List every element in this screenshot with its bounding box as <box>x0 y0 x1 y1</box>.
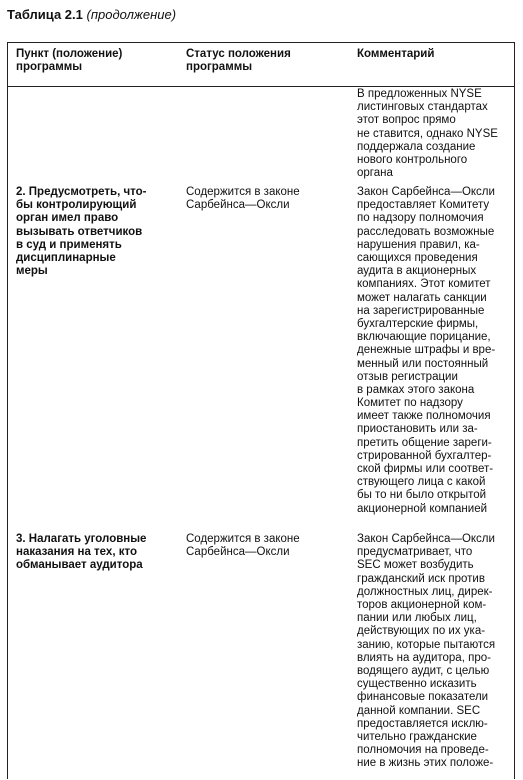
row3-item: 3. Налагать уголовные наказания на тех, кто обманывает аудитора <box>16 533 147 572</box>
table-header-row <box>8 43 514 87</box>
row3-status: Содержится в законе Сарбейнса—Оксли <box>186 533 300 559</box>
row2-status: Содержится в законе Сарбейнса—Оксли <box>186 186 300 212</box>
table-caption <box>7 7 176 22</box>
row1-comment: В предложенных NYSE листинговых стандартах этот вопрос прямо не ставится, однако NYSE поддержала создание нового контрольного органа <box>357 88 498 180</box>
row2-item: 2. Предусмотреть, что- бы контролирующий орган имел право вызывать ответчиков в суд и применять дисциплинарные меры <box>16 186 147 278</box>
row2-comment-2: Комитет по надзору имеет также полномочия приостановить или за- претить общение зареги- стрированной бухгалтер- ской фирмы или соответ- ствующего лица с какой бы то ни было открытой акционерной компанией <box>357 397 494 515</box>
table <box>7 42 515 779</box>
header-item: Пункт (положение) программы <box>16 48 123 73</box>
row3-comment: Закон Сарбейнса—Оксли предусматривает, что SEC может возбудить гражданский иск против должностных лиц, дирек- торов акционерной ком- пании или любых лиц, действующих по их ука- занию, которые пытаются влиять на аудитора, про- водящего аудит, с целью существенно исказить финансовые показатели данной компании. SEC предоставляется исклю- чительно гражданские полномочия на проведе- ние в жизнь этих положе- <box>357 533 496 770</box>
header-comment: Комментарий <box>357 48 435 60</box>
header-status: Статус положения программы <box>186 48 291 73</box>
table-caption-note: (продолжение) <box>86 7 177 22</box>
row2-comment-1: Закон Сарбейнса—Оксли предоставляет Комитету по надзору полномочия расследовать возможные нарушения правил, ка- сающихся проведения аудита в акционерных компаниях. Этот комитет может налагать санкции на зарегистрированные бухгалтерские фирмы, включающие порицание, денежные штрафы и вре- менный или постоянный отзыв регистрации в рамках этого закона <box>357 186 496 397</box>
table-caption-label: Таблица 2.1 <box>7 7 83 22</box>
